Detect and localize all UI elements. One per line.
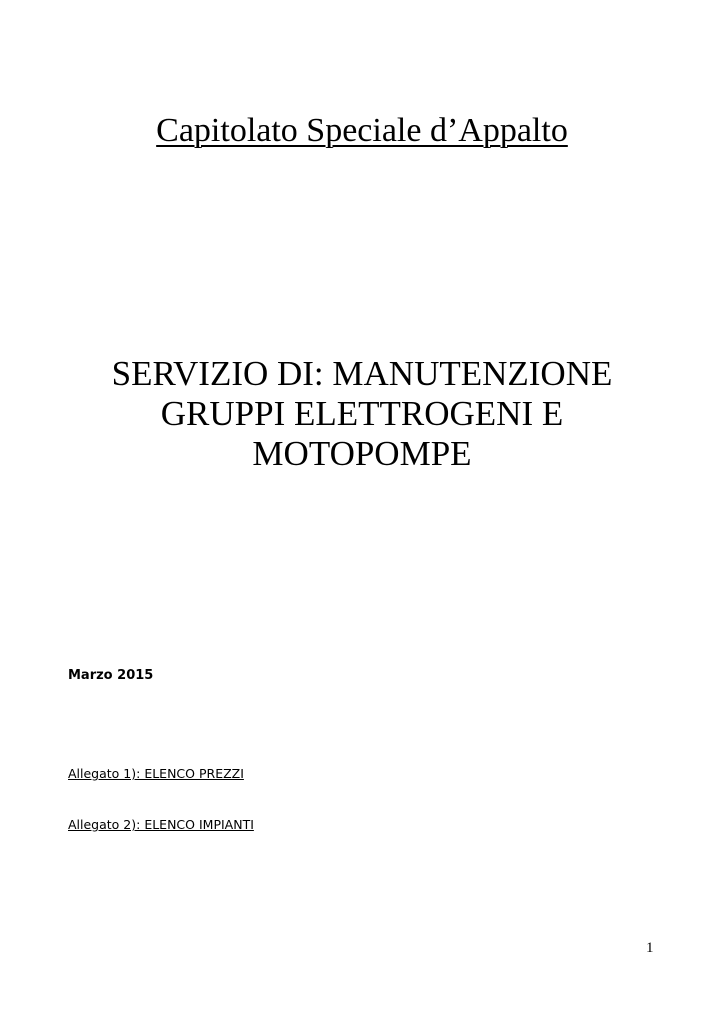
page-number: 1 <box>646 940 654 956</box>
attachment-link-plant-list[interactable]: Allegato 2): ELENCO IMPIANTI <box>68 817 254 832</box>
document-date: Marzo 2015 <box>68 668 154 683</box>
service-heading-line-2: GRUPPI ELETTROGENI E <box>160 394 564 433</box>
service-heading-line-3: MOTOPOMPE <box>252 434 472 473</box>
document-title: Capitolato Speciale d’Appalto <box>156 112 568 149</box>
service-heading <box>40 354 684 474</box>
service-heading-line-1: SERVIZIO DI: MANUTENZIONE <box>111 354 613 393</box>
attachment-link-price-list[interactable]: Allegato 1): ELENCO PREZZI <box>68 766 244 781</box>
